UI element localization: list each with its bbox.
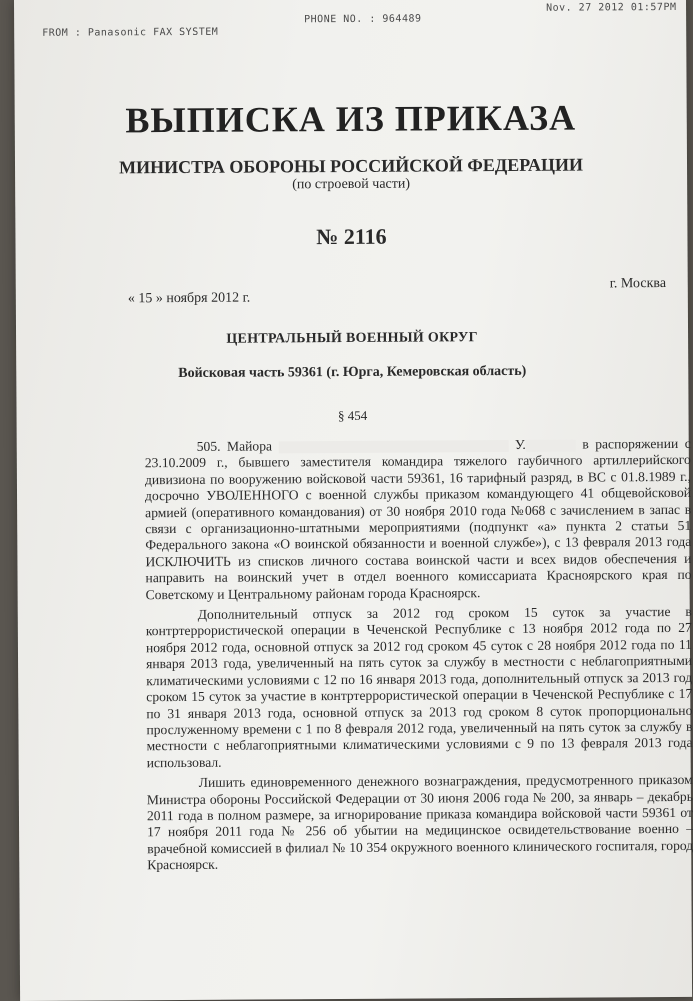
paragraph-dismissal-initial: У. (514, 436, 526, 452)
order-number: № 2116 (316, 223, 387, 250)
document-title: ВЫПИСКА ИЗ ПРИКАЗА (125, 97, 577, 141)
redacted-name (278, 440, 508, 453)
paragraph-dismissal-start: 505. Майора (196, 438, 273, 454)
military-district: ЦЕНТРАЛЬНЫЙ ВОЕННЫЙ ОКРУГ (226, 330, 478, 347)
fax-datetime: Nov. 27 2012 01:57PM (546, 1, 677, 14)
paragraph-bonus: Лишить единовременного денежного вознаграждения, предусмотренного приказом Министра обороны Российской Федерации от 30 июня 2006 года № 200, за январь – декабрь 2011 года в полном размере, за игнорирование приказа командира войсковой части 59361 от 17 ноября 2011 года № 256 об убытии на медицинское освидетельствование военно – врачебной комиссией в филиал № 10 354 окружного военного клинического госпиталя, город Красноярск. (146, 771, 693, 873)
document-subtitle: МИНИСТРА ОБОРОНЫ РОССИЙСКОЙ ФЕДЕРАЦИИ (119, 154, 583, 178)
section-number: § 454 (337, 407, 368, 424)
redacted-initial (526, 439, 576, 451)
document-note: (по строевой части) (292, 176, 411, 193)
paragraph-dismissal (145, 436, 692, 603)
order-body (145, 436, 693, 878)
military-unit: Войсковая часть 59361 (г. Юрга, Кемеровская область) (178, 363, 527, 382)
document-sheet (14, 0, 692, 1001)
order-city: г. Москва (609, 276, 667, 292)
fax-from-line: FROM : Panasonic FAX SYSTEM (42, 26, 219, 39)
order-date: « 15 » ноября 2012 г. (127, 290, 251, 307)
fax-phone-line: PHONE NO. : 964489 (304, 13, 422, 26)
paragraph-dismissal-rest: в распоряжении с 23.10.2009 г., бывшего заместителя командира тяжелого гаубичного артиллерийского дивизиона по вооружению войсковой части 59361, 16 тарифный разряд, в ВС с 01.8.1989 г., досрочно УВОЛЕННОГО с военной службы приказом командующего 41 общевойсковой армией (оперативного командования) от 30 ноября 2010 года №068 с зачислением в запас в связи с организационно-штатными мероприятиями (подпункт «а» пункта 2 статьи 51 Федерального закона «О воинской обязанности и военной службе»), с 13 февраля 2013 года ИСКЛЮЧИТЬ из списков личного состава воинской части и всех видов обеспечения и направить на воинский учет в отдел военного комиссариата Красноярского края по Советскому и Центральному районам города Красноярск. (144, 435, 692, 602)
paragraph-leave: Дополнительный отпуск за 2012 год сроком 15 суток за участие в контртеррористической операции в Чеченской Республике с 13 ноября 2012 года по 27 ноября 2012 года, основной отпуск за 2012 год сроком 45 суток с 28 ноября 2012 года по 11 января 2013 года, увеличенный на пять суток за службу в местности с неблагоприятными климатическими условиями с 12 по 16 января 2013 года, дополнительный отпуск за 2013 год сроком 15 суток за участие в контртеррористической операции в Чеченской Республике с 17 по 31 января 2013 года, основной отпуск за 2013 год сроком 8 суток пропорционально прослуженному времени с 1 по 8 февраля 2012 года, увеличенный на пять суток за службу в местности с неблагоприятными климатическими условиями с 9 по 13 февраля 2013 года использовал. (145, 603, 693, 770)
